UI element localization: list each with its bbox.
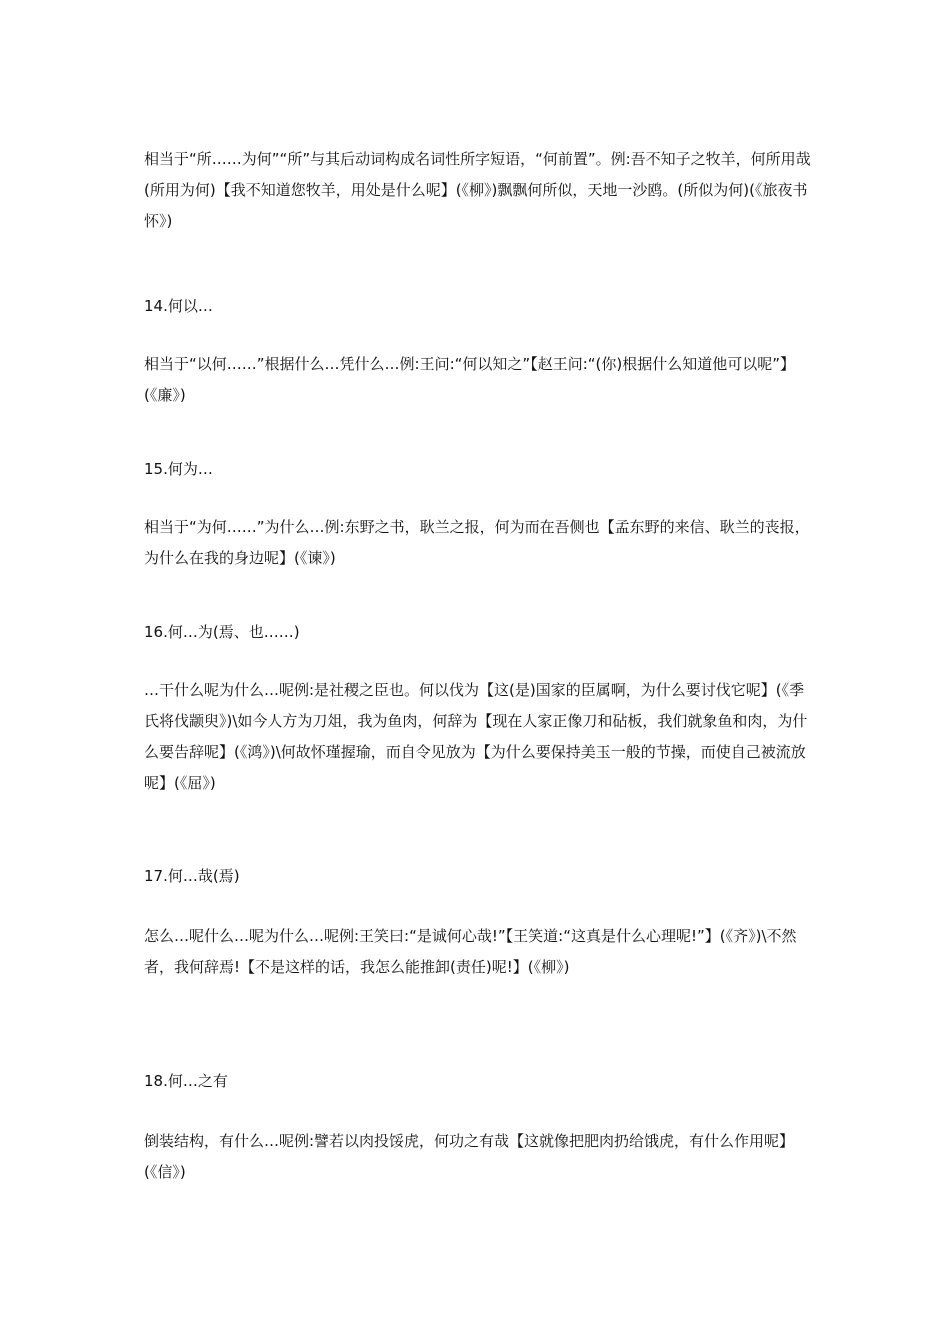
heading-15: 15.何为… [144, 460, 213, 478]
paragraph-he-zai: 怎么…呢什么…呢为什么…呢例:王笑曰:“是诚何心哉!”【王笑道:“这真是什么心理呢!”】(《齐》)\不然者，我何辞焉!【不是这样的话，我怎么能推卸(责任)呢!】(《柳》) [144, 927, 797, 976]
paragraph-he-yi: 相当于“以何……”根据什么…凭什么…例:王问:“何以知之”【赵王问:“(你)根据什么知道他可以呢”】(《廉》) [144, 355, 795, 404]
document-page [144, 0, 814, 1344]
heading-14: 14.何以… [144, 297, 213, 315]
paragraph-suo-wei-he: 相当于“所……为何”“所”与其后动词构成名词性所字短语，“何前置”。例:吾不知子之牧羊，何所用哉(所用为何)【我不知道您牧羊，用处是什么呢】(《柳》)飘飘何所似，天地一沙鸥。(所似为何)(《旅夜书怀》) [144, 150, 811, 230]
paragraph-he-wei: 相当于“为何……”为什么…例:东野之书，耿兰之报，何为而在吾侧也【孟东野的来信、耿兰的丧报，为什么在我的身边呢】(《谏》) [144, 518, 810, 567]
heading-16: 16.何…为(焉、也……) [144, 623, 300, 641]
heading-17: 17.何…哉(焉) [144, 867, 240, 885]
paragraph-he-wei-yan: …干什么呢为什么…呢例:是社稷之臣也。何以伐为【这(是)国家的臣属啊，为什么要讨伐它呢】(《季氏将伐颛臾》)\如今人方为刀俎，我为鱼肉，何辞为【现在人家正像刀和砧板，我们就象鱼和肉，为什么要告辞呢】(《鸿》)\何故怀瑾握瑜，而自令见放为【为什么要保持美玉一般的节操，而使自己被流放呢】(《屈》) [144, 681, 808, 792]
paragraph-he-zhi-you: 倒装结构，有什么…呢例:譬若以肉投馁虎，何功之有哉【这就像把肥肉扔给饿虎，有什么作用呢】(《信》) [144, 1132, 795, 1181]
heading-18: 18.何…之有 [144, 1072, 228, 1090]
